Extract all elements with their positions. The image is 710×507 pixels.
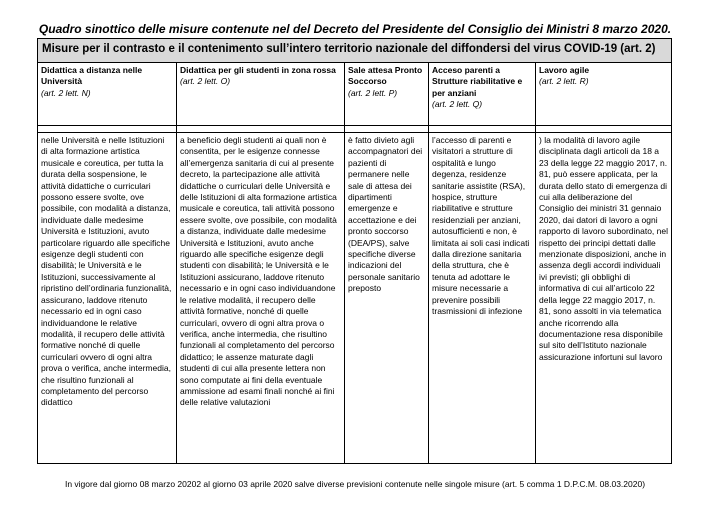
body-row: [38, 133, 672, 464]
spacer-cell: [38, 126, 177, 133]
column-header-strutture-anziani: [429, 63, 536, 126]
body-strutture-anziani: l’accesso di parenti e visitatori a strutture di ospitalità e lungo degenza, residenze sanitarie assistite (RSA), hospice, strutture riabilitative e strutture residenziali per anziani, autosufficienti e non, è limitata ai soli casi indicati dalla direzione sanitaria della struttura, che è tenuta ad adottare le misure necessarie a prevenire possibili trasmissioni di infezione: [429, 133, 536, 464]
column-reference: (art. 2 lett. R): [539, 76, 589, 87]
column-reference: (art. 2 lett. O): [180, 76, 231, 87]
body-lavoro-agile: ) la modalità di lavoro agile disciplinata dagli articoli da 18 a 23 della legge 22 maggio 2017, n. 81, può essere applicata, per la durata dello stato di emergenza di cui alla deliberazione del Consiglio dei ministri 31 gennaio 2020, dai datori di lavoro a ogni rapporto di lavoro subordinato, nel rispetto dei principi dettati dalle menzionate disposizioni, anche in assenza degli accordi individuali ivi previsti; gli obblighi di informativa di cui all’articolo 22 della legge 22 maggio 2017, n. 81, sono assolti in via telematica anche ricorrendo alla documentazione resa disponibile sul sito dell’Istituto nazionale assicurazione infortuni sul lavoro: [536, 133, 672, 464]
column-reference: (art. 2 lett. P): [348, 87, 398, 98]
measures-table: [37, 38, 672, 464]
column-reference: (art. 2 lett. Q): [432, 99, 483, 110]
spacer-cell: [429, 126, 536, 133]
section-header: Misure per il contrasto e il contenimento sull’intero territorio nazionale del diffondersi del virus COVID-19 (art. 2): [38, 39, 672, 63]
column-title: Didattica per gli studenti in zona rossa: [180, 65, 336, 75]
validity-footer: In vigore dal giorno 08 marzo 20202 al giorno 03 aprile 2020 salve diverse previsioni contenute nelle singole misure (art. 5 comma 1 D.P.C.M. 08.03.2020): [64, 479, 646, 489]
spacer-cell: [345, 126, 429, 133]
spacer-cell: [177, 126, 345, 133]
section-header-row: [38, 39, 672, 63]
column-header-zona-rossa: [177, 63, 345, 126]
column-reference: (art. 2 lett. N): [41, 87, 91, 98]
column-title: Acceso parenti a Strutture riabilitative e per anziani: [432, 65, 523, 98]
column-header-lavoro-agile: [536, 63, 672, 126]
body-didattica-universita: nelle Università e nelle Istituzioni di alta formazione artistica musicale e coreutica, per tutta la durata della sospensione, le attività didattiche o curriculari possono essere svolte, ove possibile, con modalità a distanza, individuate dalle medesime Università e Istituzioni, avuto particolare riguardo alle specifiche esigenze degli studenti con disabilità; le Università e le Istituzioni, successivamente al ripristino dell’ordinaria funzionalità, assicurano, laddove ritenuto necessario ed in ogni caso individuandone le relative modalità, il recupero delle attività formative nonché di quelle curriculari ovvero di ogni altra prova o verifica, anche intermedia, che risultino funzionali al completamento del percorso didattico: [38, 133, 177, 464]
column-title: Lavoro agile: [539, 65, 590, 75]
spacer-row: [38, 126, 672, 133]
body-zona-rossa: a beneficio degli studenti ai quali non è consentita, per le esigenze connesse all’emergenza sanitaria di cui al presente decreto, la partecipazione alle attività didattiche o curriculari delle Università e delle Istituzioni di alta formazione artistica musicale e coreutica, tali attività possono essere svolte, ove possibile, con modalità a distanza, individuate dalle medesime Università e Istituzioni, avuto anche riguardo alle specifiche esigenze degli studenti con disabilità; le Università e le Istituzioni assicurano, laddove ritenuto necessario e in ogni caso individuandone le relative modalità, il recupero delle attività formative, nonché di quelle curriculari, ovvero di ogni altra prova o verifica, anche intermedia, che risultino funzionali al completamento del percorso didattico; le assenze maturate dagli studenti di cui alla presente lettera non sono computate ai fini della eventuale ammissione ad esami finali nonché ai fini delle relative valutazioni: [177, 133, 345, 464]
column-header-pronto-soccorso: [345, 63, 429, 126]
column-header-row: [38, 63, 672, 126]
document-title: Quadro sinottico delle misure contenute nel del Decreto del Presidente del Consiglio dei Ministri 8 marzo 2020.: [38, 22, 672, 36]
spacer-cell: [536, 126, 672, 133]
column-title: Didattica a distanza nelle Università: [41, 65, 143, 87]
column-title: Sale attesa Pronto Soccorso: [348, 65, 423, 87]
column-header-didattica-universita: [38, 63, 177, 126]
body-pronto-soccorso: è fatto divieto agli accompagnatori dei pazienti di permanere nelle sale di attesa dei dipartimenti emergenze e accettazione e dei pronto soccorso (DEA/PS), salve specifiche diverse indicazioni del personale sanitario preposto: [345, 133, 429, 464]
